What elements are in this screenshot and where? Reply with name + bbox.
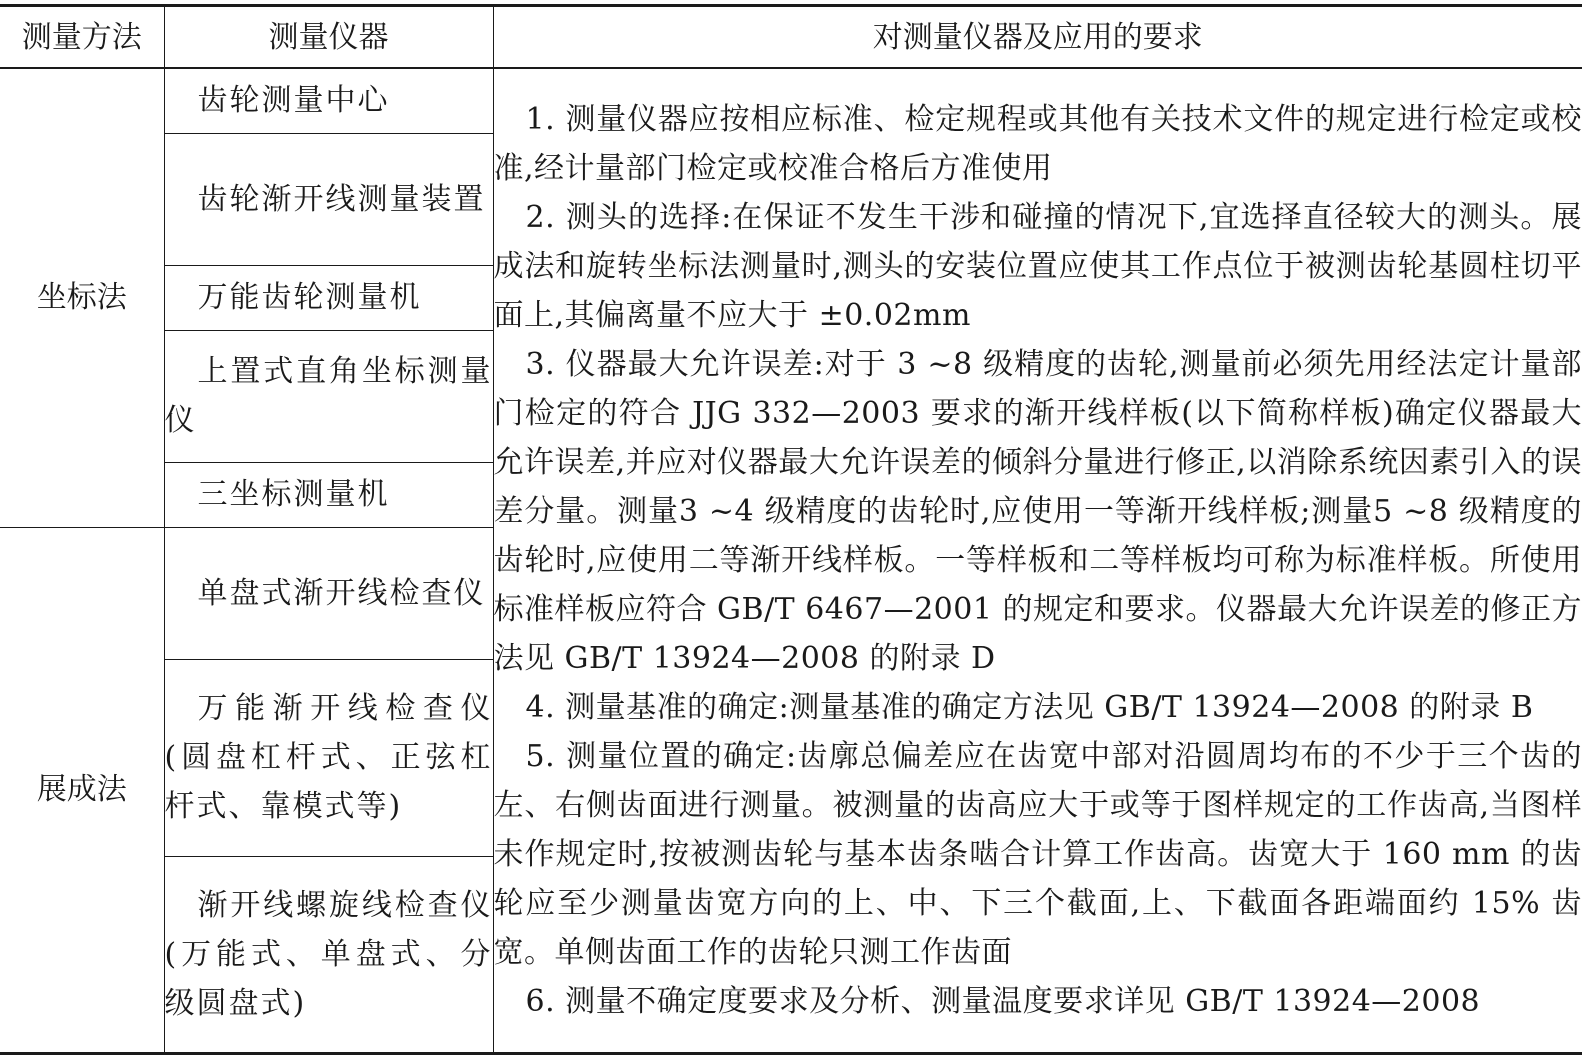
instrument-cell: 万能齿轮测量机	[164, 265, 493, 330]
requirements-table	[0, 4, 1582, 1055]
instrument-cell: 上置式直角坐标测量仪	[164, 330, 493, 462]
instrument-cell: 齿轮渐开线测量装置	[164, 133, 493, 265]
instrument-cell: 渐开线螺旋线检查仪(万能式、单盘式、分级圆盘式)	[164, 856, 493, 1053]
instrument-cell: 单盘式渐开线检查仪	[164, 527, 493, 659]
header-instrument: 测量仪器	[164, 6, 493, 69]
table-row	[0, 68, 1582, 133]
requirement-item: 4. 测量基准的确定:测量基准的确定方法见 GB/T 13924—2008 的附录 B	[525, 689, 1534, 725]
requirement-item: 3. 仪器最大允许误差:对于 3 ~8 级精度的齿轮,测量前必须先用经法定计量部门检定的符合 JJG 332—2003 要求的渐开线样板(以下简称样板)确定仪器最大允许误差,并应对仪器最大允许误差的倾斜分量进行修正,以消除系统因素引入的误差分量。测量3 ~4 级精度的齿轮时,应使用一等渐开线样板;测量5 ~8 级精度的齿轮时,应使用二等渐开线样板。一等样板和二等样板均可称为标准样板。所使用标准样板应符合 GB/T 6467—2001 的规定和要求。仪器最大允许误差的修正方法见 GB/T 13924—2008 的附录 D	[493, 346, 1582, 676]
method-cell: 展成法	[0, 527, 164, 1053]
header-requirements: 对测量仪器及应用的要求	[493, 6, 1582, 69]
requirement-item: 5. 测量位置的确定:齿廓总偏差应在齿宽中部对沿圆周均布的不少于三个齿的左、右侧齿面进行测量。被测量的齿高应大于或等于图样规定的工作齿高,当图样未作规定时,按被测齿轮与基本齿条啮合计算工作齿高。齿宽大于 160 mm 的齿轮应至少测量齿宽方向的上、中、下三个截面,上、下截面各距端面约 15% 齿宽。单侧齿面工作的齿轮只测工作齿面	[493, 738, 1582, 970]
instrument-cell: 万能渐开线检查仪(圆盘杠杆式、正弦杠杆式、靠模式等)	[164, 659, 493, 856]
requirement-item: 1. 测量仪器应按相应标准、检定规程或其他有关技术文件的规定进行检定或校准,经计量部门检定或校准合格后方准使用	[493, 101, 1582, 186]
table-header-row	[0, 6, 1582, 69]
instrument-cell: 齿轮测量中心	[164, 68, 493, 133]
requirements-cell	[493, 68, 1582, 1053]
method-cell: 坐标法	[0, 68, 164, 527]
requirement-item: 2. 测头的选择:在保证不发生干涉和碰撞的情况下,宜选择直径较大的测头。展成法和旋转坐标法测量时,测头的安装位置应使其工作点位于被测齿轮基圆柱切平面上,其偏离量不应大于 ±0.02mm	[493, 199, 1582, 333]
requirement-item: 6. 测量不确定度要求及分析、测量温度要求详见 GB/T 13924—2008	[525, 983, 1481, 1019]
header-method: 测量方法	[0, 6, 164, 69]
instrument-cell: 三坐标测量机	[164, 462, 493, 527]
